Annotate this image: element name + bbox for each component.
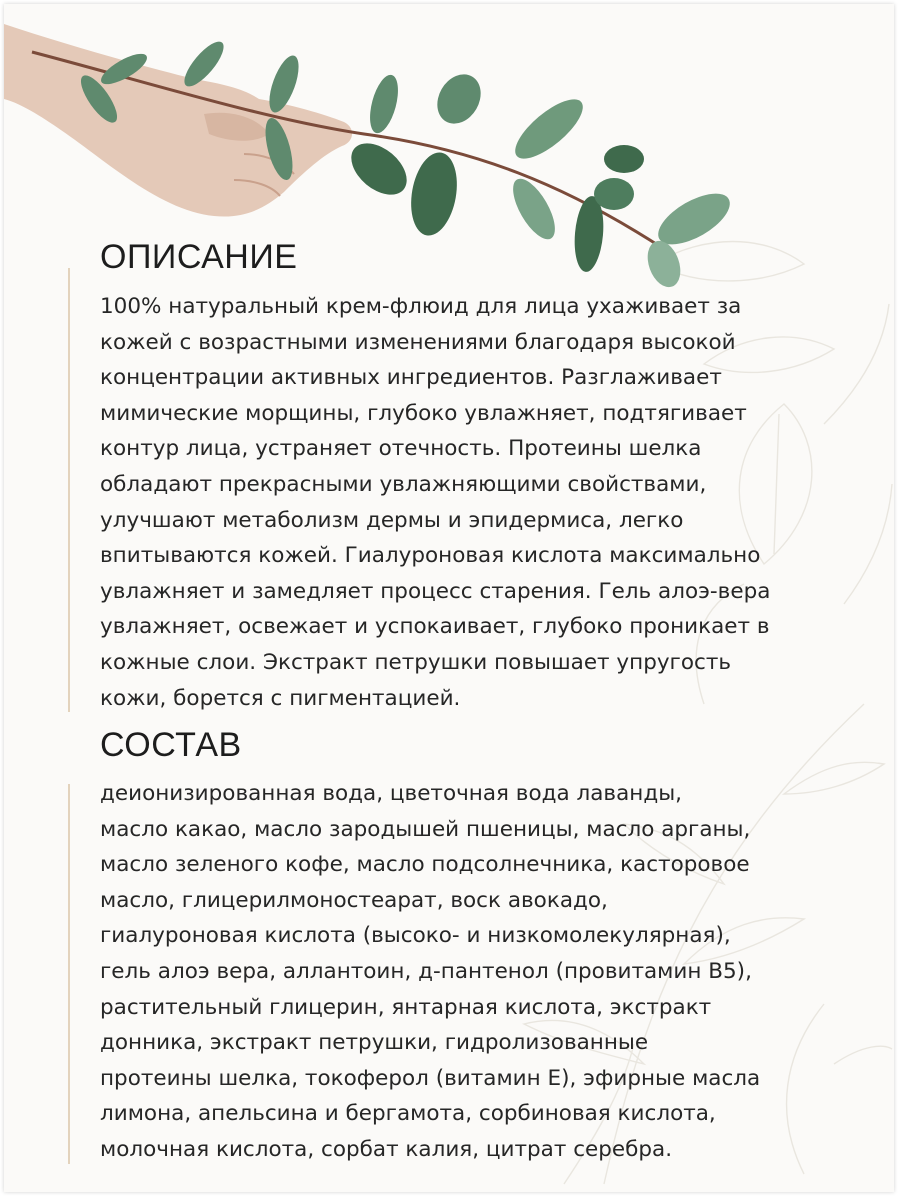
composition-line: масло какао, масло зародышей пшеницы, масло арганы,	[100, 816, 751, 842]
composition-heading: СОСТАВ	[100, 726, 242, 764]
description-line: кожные слои. Экстракт петрушки повышает упругость	[100, 649, 732, 675]
description-line: кожей с возрастными изменениями благодаря высокой	[100, 329, 736, 355]
description-line: контур лица, устраняет отечность. Протеины шелка	[100, 436, 702, 462]
composition-line: деионизированная вода, цветочная вода лаванды,	[100, 781, 683, 806]
description-line: мимические морщины, глубоко увлажняет, подтягивает	[100, 400, 747, 426]
description-line: улучшают метаболизм дермы и эпидермиса, легко	[100, 507, 684, 533]
composition-line: гель алоэ вера, аллантоин, д-пантенол (провитамин В5),	[100, 958, 752, 984]
composition-line: лимона, апельсина и бергамота, сорбиновая кислота,	[100, 1101, 716, 1127]
description-heading: ОПИСАНИЕ	[100, 238, 298, 276]
composition-line: протеины шелка, токоферол (витамин Е), эфирные масла	[100, 1065, 761, 1091]
description-line: концентрации активных ингредиентов. Разглаживает	[100, 365, 722, 391]
description-accent-line	[68, 268, 70, 712]
description-line: обладают прекрасными увлажняющими свойствами,	[100, 471, 707, 497]
composition-line: гиалуроновая кислота (высоко- и низкомолекулярная),	[100, 923, 731, 949]
composition-line: молочная кислота, сорбат калия, цитрат серебра.	[100, 1136, 673, 1162]
composition-line: масло зеленого кофе, масло подсолнечника, касторовое	[100, 852, 750, 878]
composition-line: растительный глицерин, янтарная кислота, экстракт	[100, 994, 712, 1020]
composition-text	[100, 776, 860, 1168]
description-line: кожи, борется с пигментацией.	[100, 685, 461, 711]
description-line: увлажняет и замедляет процесс старения. Гель алоэ-вера	[100, 578, 771, 604]
description-line: впитываются кожей. Гиалуроновая кислота максимально	[100, 543, 761, 569]
composition-accent-line	[68, 784, 70, 1164]
description-text	[100, 289, 860, 716]
composition-line: масло, глицерилмоностеарат, воск авокадо,	[100, 887, 608, 913]
description-line: 100% натуральный крем-флюид для лица ухаживает за	[100, 294, 742, 319]
composition-line: донника, экстракт петрушки, гидролизованные	[100, 1030, 649, 1056]
description-line: увлажняет, освежает и успокаивает, глубоко проникает в	[100, 614, 770, 640]
product-info-card	[4, 4, 894, 1192]
